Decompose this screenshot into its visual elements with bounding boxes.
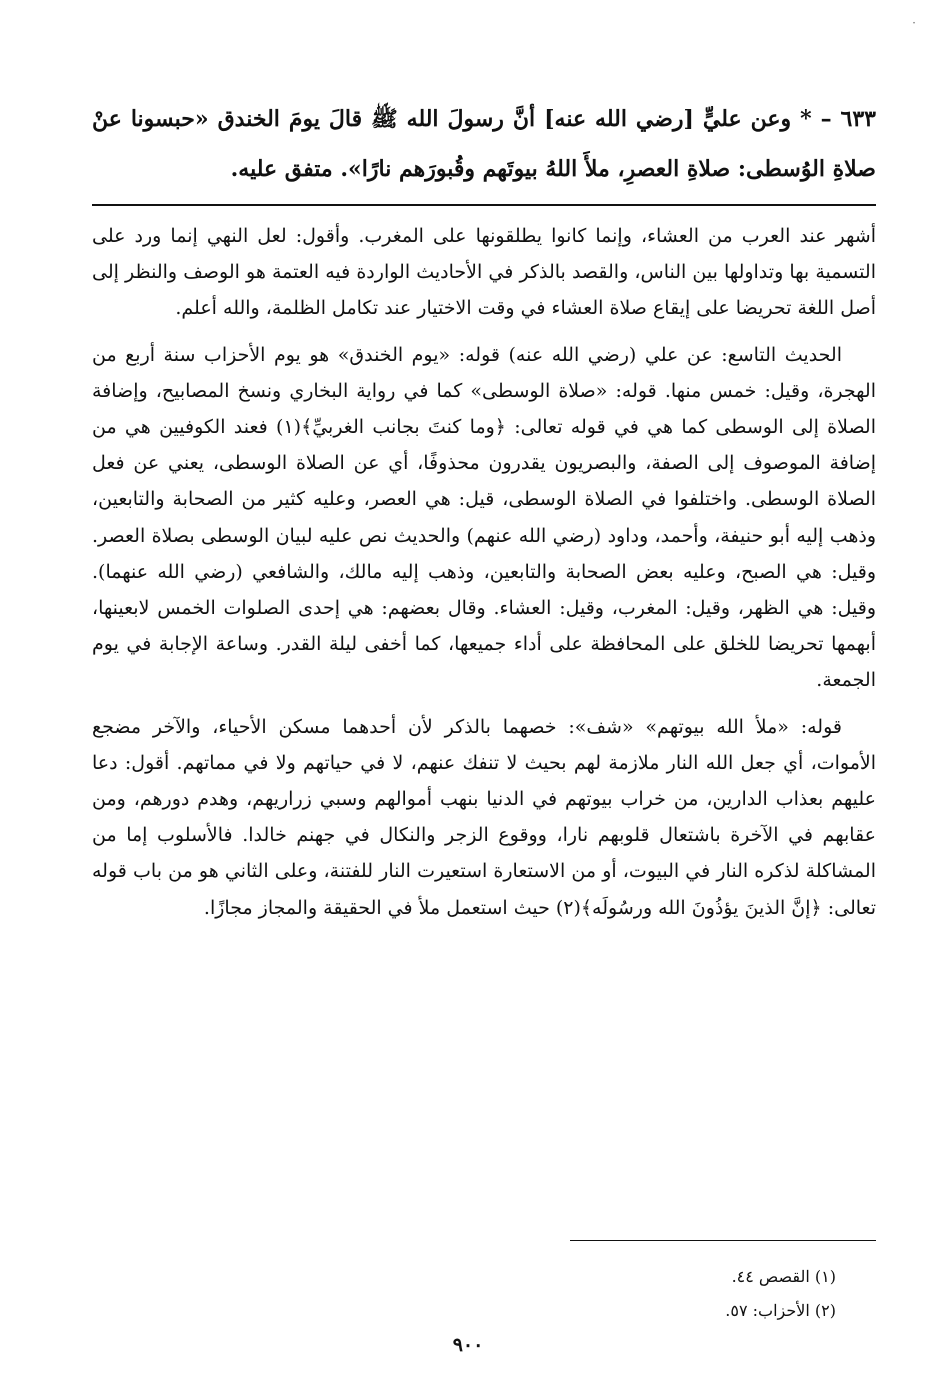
footnotes	[560, 1260, 836, 1328]
page-number: ٩٠٠	[452, 1334, 484, 1356]
footnote-divider	[570, 1240, 876, 1241]
commentary-paragraph-2: الحديث التاسع: عن علي (رضي الله عنه) قوله: «يوم الخندق» هو يوم الأحزاب سنة أربع من الهجرة، وقيل: خمس منها. قوله: «صلاة الوسطى» كما في رواية البخاري ونسخ المصابيح، وإضافة الصلاة إلى الوسطى كما هي في قوله تعالى: ﴿وما كنتَ بجانب الغربيِّ﴾(١) فعند الكوفيين هي من إضافة الموصوف إلى الصفة، والبصريون يقدرون محذوفًا، أي عن الصلاة الوسطى، يعني عن فعل الصلاة الوسطى. واختلفوا في الصلاة الوسطى، قيل: هي العصر، وعليه كثير من الصحابة والتابعين، وذهب إليه أبو حنيفة، وأحمد، وداود (رضي الله عنهم) والحديث نص عليه لبيان الوسطى بصلاة العصر. وقيل: هي الصبح، وعليه بعض الصحابة والتابعين، وذهب إليه مالك، والشافعي (رضي الله عنهما). وقيل: هي الظهر، وقيل: المغرب، وقيل: العشاء. وقال بعضهم: هي إحدى الصلوات الخمس لابعينها، أبهمها تحريضا للخلق على المحافظة على أداء جميعها، كما أخفى ليلة القدر. وساعة الإجابة في يوم الجمعة.	[92, 343, 876, 692]
commentary	[92, 218, 876, 936]
footnote-1: (١) القصص ٤٤.	[731, 1267, 836, 1286]
commentary-paragraph-3: قوله: «ملأ الله بيوتهم» «شف»: خصهما بالذكر لأن أحدهما مسكن الأحياء، والآخر مضجع الأموات، أي جعل الله النار ملازمة لهم بحيث لا تنفك عنهم، لا في حياتهم ولا في مماتهم. أقول: دعا عليهم بعذاب الدارين، من خراب بيوتهم في الدنيا بنهب أموالهم وسبي زراريهم، وهدم دورهم، ومن عقابهم في الآخرة باشتعال قلوبهم نارا، ووقوع الزجر والنكال في جهنم خالدا. فالأسلوب إما من المشاكلة لذكره النار في البيوت، أو من الاستعارة استعيرت النار للفتنة، وعلى الثاني هو من باب قوله تعالى: ﴿إنَّ الذينَ يؤذُونَ الله ورسُولَه﴾(٢) حيث استعمل ملأ في الحقيقة والمجاز مجازًا.	[92, 715, 876, 919]
commentary-paragraph-1: أشهر عند العرب من العشاء، وإنما كانوا يطلقونها على المغرب. وأقول: لعل النهي إنما ورد على التسمية بها وتداولها بين الناس، والقصد بالذكر في الأحاديث الواردة فيه العتمة هو الوصف والنظر إلى أصل اللغة تحريضا على إيقاع صلاة العشاء في وقت الاختيار عند تكامل الظلمة، والله أعلم.	[92, 225, 876, 320]
hadith-text: ٦٣٣ – * وعن عليٍّ [رضي الله عنه] أنَّ رسولَ الله ﷺ قالَ يومَ الخندق «حبسونا عنْ صلاةِ الوُسطى: صلاةِ العصرِ، ملأَ اللهُ بيوتَهم وقُبورَهم نارًا». متفق عليه.	[92, 106, 876, 182]
margin-mark: ·	[912, 16, 916, 30]
footnote-2: (٢) الأحزاب: ٥٧.	[725, 1301, 836, 1320]
text-divider	[92, 204, 876, 206]
